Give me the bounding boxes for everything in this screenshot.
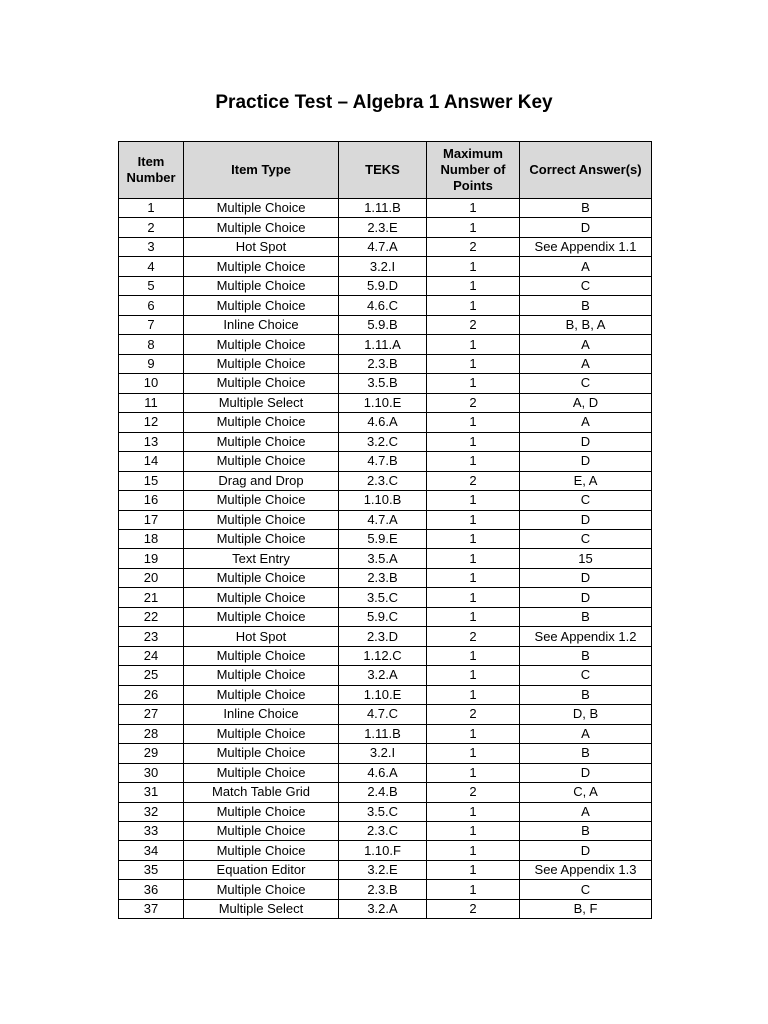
cell-item-number: 23 [119,627,184,646]
cell-item-type: Inline Choice [184,705,339,724]
cell-item-number: 27 [119,705,184,724]
header-correct-answers: Correct Answer(s) [520,142,652,199]
cell-max-points: 1 [427,724,520,743]
cell-correct-answer: D [520,568,652,587]
cell-max-points: 1 [427,744,520,763]
cell-item-type: Multiple Choice [184,335,339,354]
cell-correct-answer: See Appendix 1.1 [520,237,652,256]
cell-item-number: 16 [119,491,184,510]
cell-correct-answer: B [520,646,652,665]
cell-item-number: 35 [119,860,184,879]
table-row [119,471,652,490]
cell-item-type: Equation Editor [184,860,339,879]
cell-max-points: 2 [427,315,520,334]
cell-item-number: 36 [119,880,184,899]
cell-teks: 1.10.E [339,393,427,412]
cell-item-type: Multiple Choice [184,880,339,899]
cell-teks: 3.2.A [339,666,427,685]
cell-item-number: 31 [119,783,184,802]
header-item-number: Item Number [119,142,184,199]
table-header-row [119,142,652,199]
cell-teks: 1.10.F [339,841,427,860]
cell-correct-answer: C [520,666,652,685]
table-row [119,899,652,918]
cell-max-points: 2 [427,471,520,490]
cell-item-number: 19 [119,549,184,568]
cell-max-points: 1 [427,607,520,626]
cell-item-type: Multiple Choice [184,841,339,860]
table-row [119,763,652,782]
table-row [119,218,652,237]
cell-teks: 1.11.B [339,724,427,743]
cell-correct-answer: C [520,880,652,899]
cell-max-points: 1 [427,199,520,218]
table-row [119,413,652,432]
cell-max-points: 1 [427,491,520,510]
cell-max-points: 1 [427,763,520,782]
table-row [119,744,652,763]
table-row [119,549,652,568]
cell-teks: 5.9.C [339,607,427,626]
cell-teks: 3.2.E [339,860,427,879]
cell-item-type: Multiple Choice [184,257,339,276]
cell-item-type: Match Table Grid [184,783,339,802]
cell-max-points: 1 [427,257,520,276]
answer-key-table [118,141,652,919]
cell-item-type: Multiple Choice [184,588,339,607]
cell-item-type: Multiple Choice [184,744,339,763]
cell-max-points: 1 [427,276,520,295]
cell-item-number: 17 [119,510,184,529]
cell-item-number: 12 [119,413,184,432]
cell-teks: 3.2.I [339,744,427,763]
cell-correct-answer: A, D [520,393,652,412]
table-row [119,607,652,626]
cell-teks: 3.2.C [339,432,427,451]
table-row [119,841,652,860]
table-row [119,452,652,471]
cell-max-points: 1 [427,354,520,373]
cell-correct-answer: B [520,199,652,218]
cell-item-number: 22 [119,607,184,626]
cell-item-type: Multiple Choice [184,218,339,237]
cell-correct-answer: A [520,724,652,743]
cell-teks: 4.7.A [339,510,427,529]
table-row [119,276,652,295]
cell-max-points: 1 [427,432,520,451]
cell-max-points: 1 [427,296,520,315]
cell-teks: 1.11.B [339,199,427,218]
table-row [119,646,652,665]
table-row [119,822,652,841]
cell-item-number: 20 [119,568,184,587]
cell-max-points: 1 [427,822,520,841]
table-row [119,880,652,899]
cell-correct-answer: B [520,822,652,841]
cell-item-type: Text Entry [184,549,339,568]
cell-correct-answer: B, F [520,899,652,918]
cell-teks: 1.10.B [339,491,427,510]
table-row [119,354,652,373]
cell-teks: 1.11.A [339,335,427,354]
table-row [119,685,652,704]
cell-max-points: 1 [427,452,520,471]
table-row [119,783,652,802]
cell-item-type: Hot Spot [184,627,339,646]
cell-max-points: 1 [427,802,520,821]
cell-item-type: Multiple Choice [184,491,339,510]
table-row [119,666,652,685]
cell-item-number: 18 [119,529,184,548]
table-row [119,257,652,276]
table-row [119,724,652,743]
cell-item-number: 28 [119,724,184,743]
cell-teks: 5.9.D [339,276,427,295]
cell-correct-answer: 15 [520,549,652,568]
cell-item-number: 10 [119,374,184,393]
cell-teks: 4.6.A [339,413,427,432]
cell-correct-answer: B [520,744,652,763]
cell-max-points: 1 [427,413,520,432]
cell-max-points: 1 [427,685,520,704]
cell-item-number: 6 [119,296,184,315]
cell-teks: 3.5.B [339,374,427,393]
cell-item-number: 29 [119,744,184,763]
table-row [119,374,652,393]
cell-item-number: 34 [119,841,184,860]
cell-item-number: 33 [119,822,184,841]
cell-teks: 4.6.A [339,763,427,782]
cell-correct-answer: D [520,510,652,529]
cell-item-type: Multiple Choice [184,432,339,451]
cell-correct-answer: See Appendix 1.3 [520,860,652,879]
table-row [119,315,652,334]
cell-item-number: 14 [119,452,184,471]
cell-item-type: Multiple Choice [184,802,339,821]
cell-teks: 4.6.C [339,296,427,315]
cell-item-number: 8 [119,335,184,354]
cell-item-number: 5 [119,276,184,295]
table-row [119,432,652,451]
cell-max-points: 1 [427,568,520,587]
cell-item-type: Multiple Select [184,393,339,412]
header-teks: TEKS [339,142,427,199]
cell-max-points: 2 [427,627,520,646]
cell-correct-answer: D [520,218,652,237]
cell-max-points: 1 [427,841,520,860]
cell-item-number: 26 [119,685,184,704]
cell-teks: 2.3.B [339,354,427,373]
page-title: Practice Test – Algebra 1 Answer Key [215,92,553,113]
cell-teks: 3.2.I [339,257,427,276]
cell-teks: 3.5.A [339,549,427,568]
cell-item-type: Inline Choice [184,315,339,334]
table-row [119,510,652,529]
cell-item-type: Multiple Choice [184,374,339,393]
cell-correct-answer: A [520,354,652,373]
table-row [119,627,652,646]
cell-correct-answer: C [520,491,652,510]
cell-item-number: 1 [119,199,184,218]
cell-item-type: Multiple Choice [184,413,339,432]
header-max-points: Maximum Number of Points [427,142,520,199]
cell-item-type: Multiple Choice [184,724,339,743]
cell-teks: 1.12.C [339,646,427,665]
cell-item-number: 13 [119,432,184,451]
cell-teks: 2.3.E [339,218,427,237]
cell-item-type: Multiple Choice [184,666,339,685]
cell-teks: 2.3.C [339,822,427,841]
cell-item-type: Multiple Select [184,899,339,918]
cell-correct-answer: E, A [520,471,652,490]
cell-max-points: 2 [427,237,520,256]
cell-max-points: 1 [427,666,520,685]
cell-max-points: 1 [427,529,520,548]
cell-teks: 1.10.E [339,685,427,704]
cell-correct-answer: See Appendix 1.2 [520,627,652,646]
cell-correct-answer: B [520,685,652,704]
cell-correct-answer: D [520,452,652,471]
cell-teks: 2.3.D [339,627,427,646]
cell-item-number: 7 [119,315,184,334]
cell-correct-answer: D [520,432,652,451]
cell-correct-answer: A [520,257,652,276]
cell-item-type: Multiple Choice [184,510,339,529]
cell-max-points: 2 [427,393,520,412]
header-item-type: Item Type [184,142,339,199]
cell-item-type: Multiple Choice [184,646,339,665]
cell-max-points: 1 [427,880,520,899]
cell-correct-answer: A [520,335,652,354]
table-row [119,705,652,724]
cell-teks: 2.3.B [339,568,427,587]
cell-item-number: 37 [119,899,184,918]
cell-correct-answer: A [520,802,652,821]
table-row [119,491,652,510]
cell-correct-answer: C, A [520,783,652,802]
table-row [119,588,652,607]
cell-item-type: Multiple Choice [184,763,339,782]
cell-max-points: 2 [427,899,520,918]
cell-max-points: 2 [427,783,520,802]
cell-teks: 4.7.A [339,237,427,256]
cell-item-number: 11 [119,393,184,412]
cell-correct-answer: C [520,374,652,393]
cell-teks: 4.7.C [339,705,427,724]
cell-item-type: Multiple Choice [184,296,339,315]
cell-correct-answer: D [520,841,652,860]
cell-item-number: 4 [119,257,184,276]
table-row [119,568,652,587]
cell-correct-answer: D [520,763,652,782]
cell-item-type: Hot Spot [184,237,339,256]
cell-teks: 2.3.B [339,880,427,899]
cell-item-number: 9 [119,354,184,373]
cell-max-points: 1 [427,335,520,354]
cell-max-points: 2 [427,705,520,724]
cell-item-type: Multiple Choice [184,822,339,841]
cell-teks: 3.2.A [339,899,427,918]
cell-max-points: 1 [427,549,520,568]
cell-correct-answer: B [520,607,652,626]
cell-max-points: 1 [427,860,520,879]
table-row [119,199,652,218]
cell-correct-answer: D, B [520,705,652,724]
cell-item-type: Multiple Choice [184,276,339,295]
cell-teks: 5.9.E [339,529,427,548]
cell-item-type: Multiple Choice [184,685,339,704]
cell-teks: 3.5.C [339,588,427,607]
cell-correct-answer: C [520,529,652,548]
table-row [119,237,652,256]
cell-item-type: Multiple Choice [184,529,339,548]
cell-correct-answer: A [520,413,652,432]
cell-max-points: 1 [427,218,520,237]
cell-item-number: 21 [119,588,184,607]
cell-max-points: 1 [427,588,520,607]
table-row [119,802,652,821]
table-row [119,335,652,354]
cell-item-type: Multiple Choice [184,607,339,626]
table-row [119,529,652,548]
cell-max-points: 1 [427,374,520,393]
cell-item-type: Multiple Choice [184,452,339,471]
cell-correct-answer: D [520,588,652,607]
cell-item-type: Drag and Drop [184,471,339,490]
cell-item-type: Multiple Choice [184,568,339,587]
cell-teks: 2.4.B [339,783,427,802]
cell-correct-answer: C [520,276,652,295]
cell-item-number: 15 [119,471,184,490]
cell-item-number: 30 [119,763,184,782]
table-row [119,860,652,879]
cell-teks: 5.9.B [339,315,427,334]
cell-max-points: 1 [427,646,520,665]
table-row [119,296,652,315]
cell-max-points: 1 [427,510,520,529]
cell-item-number: 3 [119,237,184,256]
cell-item-number: 32 [119,802,184,821]
cell-item-number: 25 [119,666,184,685]
cell-correct-answer: B [520,296,652,315]
cell-teks: 4.7.B [339,452,427,471]
cell-teks: 2.3.C [339,471,427,490]
cell-correct-answer: B, B, A [520,315,652,334]
cell-item-number: 24 [119,646,184,665]
cell-item-type: Multiple Choice [184,199,339,218]
table-row [119,393,652,412]
cell-item-number: 2 [119,218,184,237]
cell-teks: 3.5.C [339,802,427,821]
cell-item-type: Multiple Choice [184,354,339,373]
